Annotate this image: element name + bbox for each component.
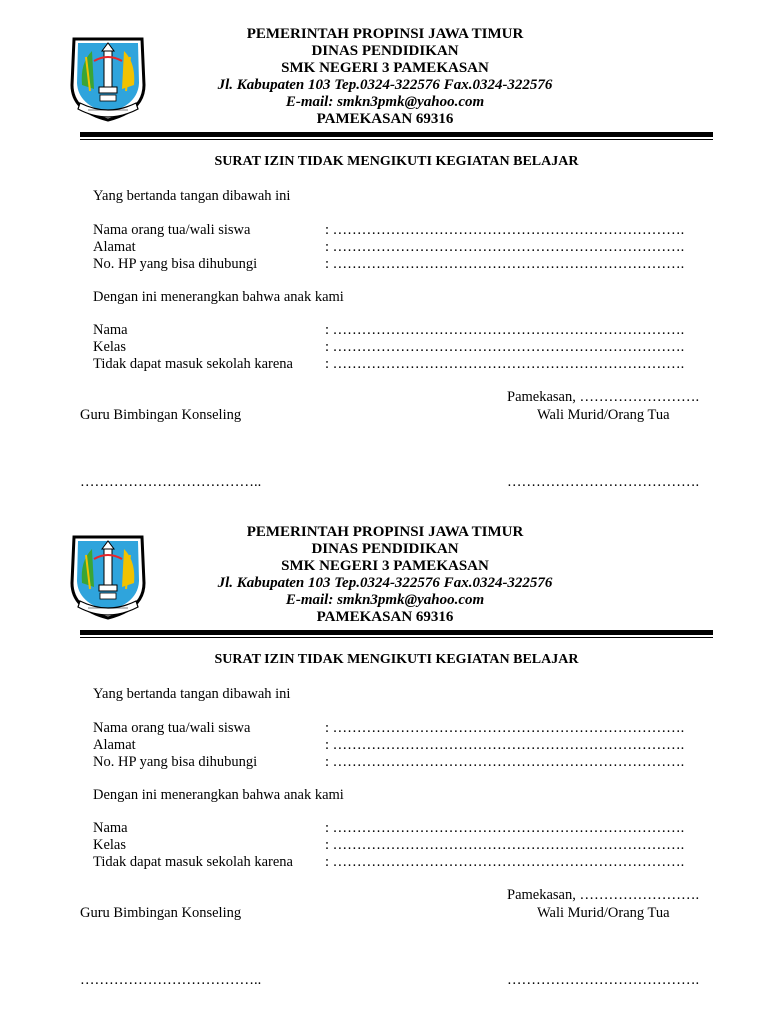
place-date[interactable]: Pamekasan, ……………………. — [507, 887, 700, 903]
field-label-parent-name: Nama orang tua/wali siswa — [93, 222, 251, 238]
east-java-coat-of-arms-icon — [66, 531, 150, 621]
field-blank-phone[interactable]: : ………………………………………………………………. — [325, 256, 685, 272]
letterhead-email: E-mail: smkn3pmk@yahoo.com — [285, 592, 485, 608]
letterhead-divider-thick — [80, 630, 713, 635]
signer-counselor: Guru Bimbingan Konseling — [80, 407, 242, 423]
letterhead-line-government: PEMERINTAH PROPINSI JAWA TIMUR — [246, 524, 524, 540]
letter-title: SURAT IZIN TIDAK MENGIKUTI KEGIATAN BELAJAR — [214, 154, 579, 169]
letter-title: SURAT IZIN TIDAK MENGIKUTI KEGIATAN BELAJAR — [214, 652, 579, 667]
field-label-student-name: Nama — [93, 820, 128, 836]
field-blank-parent-name[interactable]: : ………………………………………………………………. — [325, 222, 685, 238]
letterhead-address: Jl. Kabupaten 103 Tep.0324-322576 Fax.0324-322576 — [217, 575, 553, 591]
letterhead-divider-thin — [80, 139, 713, 140]
east-java-coat-of-arms-icon — [66, 33, 150, 123]
field-label-parent-name: Nama orang tua/wali siswa — [93, 720, 251, 736]
signer-counselor: Guru Bimbingan Konseling — [80, 905, 242, 921]
letterhead-line-school: SMK NEGERI 3 PAMEKASAN — [281, 60, 489, 76]
letterhead — [150, 524, 620, 626]
place-date[interactable]: Pamekasan, ……………………. — [507, 389, 700, 405]
letterhead — [150, 26, 620, 128]
field-label-address: Alamat — [93, 737, 136, 753]
letterhead-city: PAMEKASAN 69316 — [316, 111, 454, 127]
letterhead-line-government: PEMERINTAH PROPINSI JAWA TIMUR — [246, 26, 524, 42]
signer-parent: Wali Murid/Orang Tua — [537, 905, 670, 921]
field-blank-address[interactable]: : ………………………………………………………………. — [325, 737, 685, 753]
field-blank-address[interactable]: : ………………………………………………………………. — [325, 239, 685, 255]
field-blank-class[interactable]: : ………………………………………………………………. — [325, 339, 685, 355]
intro-text: Yang bertanda tangan dibawah ini — [93, 188, 291, 204]
signature-line-counselor[interactable]: ……………………………….. — [80, 972, 262, 988]
signature-line-counselor[interactable]: ……………………………….. — [80, 474, 262, 490]
letterhead-divider-thin — [80, 637, 713, 638]
field-blank-phone[interactable]: : ………………………………………………………………. — [325, 754, 685, 770]
field-label-reason: Tidak dapat masuk sekolah karena — [93, 356, 293, 372]
letterhead-email: E-mail: smkn3pmk@yahoo.com — [285, 94, 485, 110]
field-label-phone: No. HP yang bisa dihubungi — [93, 256, 258, 272]
field-label-class: Kelas — [93, 837, 127, 853]
field-label-address: Alamat — [93, 239, 136, 255]
field-blank-student-name[interactable]: : ………………………………………………………………. — [325, 820, 685, 836]
field-label-phone: No. HP yang bisa dihubungi — [93, 754, 258, 770]
intro-text: Yang bertanda tangan dibawah ini — [93, 686, 291, 702]
field-blank-reason[interactable]: : ………………………………………………………………. — [325, 854, 685, 870]
field-blank-class[interactable]: : ………………………………………………………………. — [325, 837, 685, 853]
statement-text: Dengan ini menerangkan bahwa anak kami — [93, 787, 344, 803]
permission-form-2 — [0, 498, 768, 998]
signature-line-parent[interactable]: …………………………………. — [507, 474, 700, 490]
signer-parent: Wali Murid/Orang Tua — [537, 407, 670, 423]
letterhead-line-school: SMK NEGERI 3 PAMEKASAN — [281, 558, 489, 574]
signature-line-parent[interactable]: …………………………………. — [507, 972, 700, 988]
letterhead-line-agency: DINAS PENDIDIKAN — [311, 541, 459, 557]
letterhead-city: PAMEKASAN 69316 — [316, 609, 454, 625]
permission-form-1 — [0, 0, 768, 500]
letterhead-divider-thick — [80, 132, 713, 137]
field-label-reason: Tidak dapat masuk sekolah karena — [93, 854, 293, 870]
field-blank-student-name[interactable]: : ………………………………………………………………. — [325, 322, 685, 338]
field-blank-reason[interactable]: : ………………………………………………………………. — [325, 356, 685, 372]
letterhead-address: Jl. Kabupaten 103 Tep.0324-322576 Fax.0324-322576 — [217, 77, 553, 93]
field-blank-parent-name[interactable]: : ………………………………………………………………. — [325, 720, 685, 736]
statement-text: Dengan ini menerangkan bahwa anak kami — [93, 289, 344, 305]
letterhead-line-agency: DINAS PENDIDIKAN — [311, 43, 459, 59]
field-label-class: Kelas — [93, 339, 127, 355]
field-label-student-name: Nama — [93, 322, 128, 338]
